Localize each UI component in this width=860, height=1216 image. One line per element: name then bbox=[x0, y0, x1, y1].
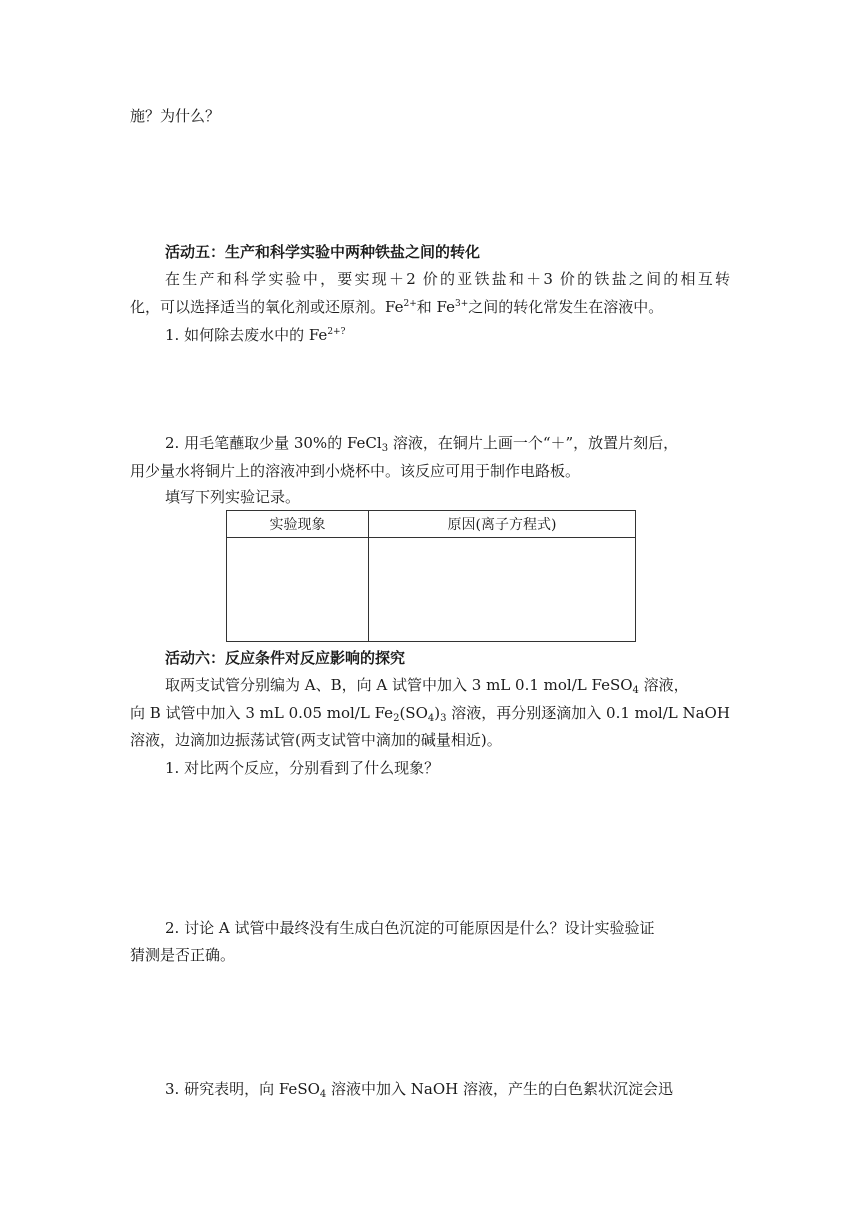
paragraph-line: 在生产和科学实验中，要实现＋2 价的亚铁盐和＋3 价的铁盐之间的相互转 bbox=[165, 270, 730, 288]
table-header-row bbox=[227, 511, 636, 538]
table-header-cell: 原因(离子方程式) bbox=[369, 511, 636, 538]
question-5-2: 2. 用毛笔蘸取少量 30%的 FeCl$_3$ 溶液，在铜片上画一个“＋”，放置片刻后， bbox=[165, 434, 679, 454]
table-row bbox=[227, 538, 636, 642]
question-5-1: 1. 如何除去废水中的 $Fe^{2+?}$ bbox=[165, 326, 346, 344]
paragraph-line: 化，可以选择适当的氧化剂或还原剂。$Fe^{2+}$和 $Fe^{3+}$之间的转化常发生在溶液中。 bbox=[130, 298, 664, 316]
experiment-record-table bbox=[226, 510, 636, 642]
section-heading-activity-5: 活动五：生产和科学实验中两种铁盐之间的转化 bbox=[165, 243, 481, 261]
table-header-cell: 实验现象 bbox=[227, 511, 369, 538]
paragraph-line: 溶液，边滴加边振荡试管(两支试管中滴加的碱量相近)。 bbox=[130, 731, 502, 749]
section-heading-activity-6: 活动六：反应条件对反应影响的探究 bbox=[165, 649, 406, 667]
paragraph-line: 用少量水将铜片上的溶液冲到小烧杯中。该反应可用于制作电路板。 bbox=[130, 462, 581, 480]
paragraph-line: 填写下列实验记录。 bbox=[165, 488, 301, 506]
question-6-2: 2. 讨论 A 试管中最终没有生成白色沉淀的可能原因是什么？设计实验验证 bbox=[165, 919, 655, 937]
paragraph-line: 取两支试管分别编为 A、B，向 A 试管中加入 3 mL 0.1 mol/L FeSO$_4$ 溶液， bbox=[165, 676, 689, 696]
table-cell-blank[interactable] bbox=[227, 538, 369, 642]
table-cell-blank[interactable] bbox=[369, 538, 636, 642]
text-line: 施？为什么？ bbox=[130, 107, 221, 125]
question-6-1: 1. 对比两个反应，分别看到了什么现象？ bbox=[165, 759, 440, 777]
paragraph-line: 向 B 试管中加入 3 mL 0.05 mol/L $Fe_2(SO_4)_3$ 溶液，再分别逐滴加入 0.1 mol/L NaOH bbox=[130, 704, 730, 724]
paragraph-line: 猜测是否正确。 bbox=[130, 946, 236, 964]
question-6-3: 3. 研究表明，向 FeSO$_4$ 溶液中加入 NaOH 溶液，产生的白色絮状沉淀会迅 bbox=[165, 1080, 674, 1100]
